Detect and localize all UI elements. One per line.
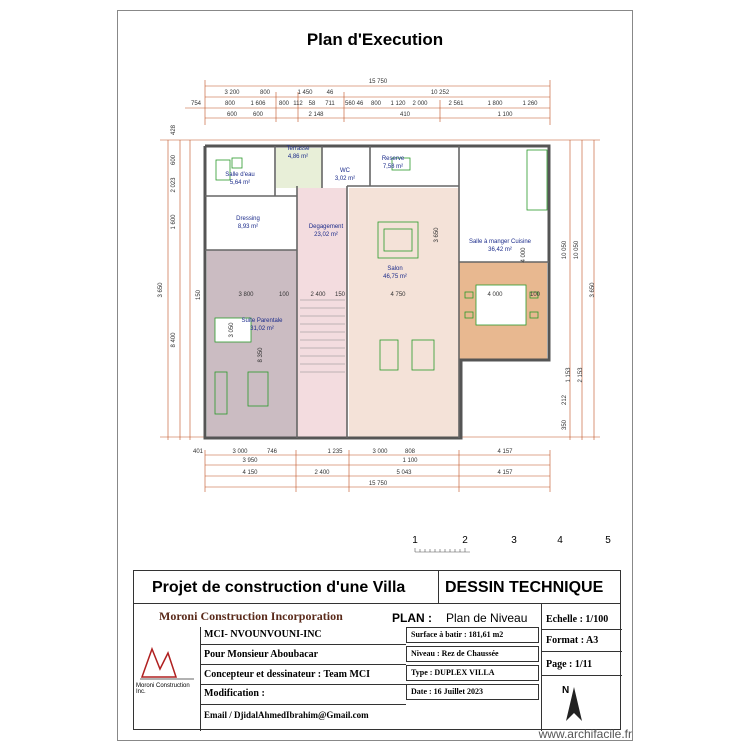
- room-area-dressing: 8,93 m²: [237, 224, 259, 230]
- scale-label-4: 4: [557, 535, 563, 546]
- dim-top-row3: 1 606: [250, 101, 266, 107]
- dim-top-row2: 10 252: [430, 90, 450, 96]
- page-title: Plan d'Execution: [306, 30, 444, 49]
- watermark: www.archifacile.fr: [538, 727, 632, 741]
- dim-bottom-row3: 5 043: [396, 470, 412, 476]
- dim-top-row3: 1 120: [390, 101, 406, 107]
- dim-left: 150: [196, 289, 202, 301]
- room-area-salle-deau: 5,64 m²: [229, 180, 251, 186]
- dim-right: 10 050: [562, 240, 568, 260]
- dim-bottom-row3: 4 150: [242, 470, 258, 476]
- dim-right: 10 050: [574, 240, 580, 260]
- dim-left: 1 600: [171, 214, 177, 230]
- dim-bottom-row3: 2 400: [314, 470, 330, 476]
- format: Format : A3: [546, 635, 599, 646]
- title-block-header: [134, 571, 620, 604]
- dim-bottom-total: 15 750: [368, 481, 388, 487]
- dim-inner: 3 800: [238, 292, 254, 298]
- dim-top-row4: 600: [226, 112, 238, 118]
- page-number: Page : 1/11: [546, 659, 593, 670]
- dim-top-row2: 46: [326, 90, 334, 96]
- room-label-wc: WC: [340, 168, 350, 174]
- dim-left: 3 650: [158, 282, 164, 298]
- drawing-type: DESSIN TECHNIQUE: [445, 579, 604, 596]
- logo-text: Moroni Construction Inc.: [136, 683, 190, 695]
- dim-left: 600: [171, 154, 177, 166]
- dim-inner: 4 000: [521, 247, 527, 263]
- room-area-degagement: 23,02 m²: [314, 232, 338, 238]
- scale-label-5: 5: [605, 535, 611, 546]
- room-suite-parentale: [207, 250, 297, 438]
- dim-right: 2 153: [578, 367, 584, 383]
- company-id: MCI- NVOUNVOUNI-INC: [204, 629, 322, 640]
- scale-label-2: 2: [462, 535, 468, 546]
- dim-top-row3: 754: [190, 101, 202, 107]
- room-area-reserve: 7,58 m²: [382, 164, 404, 170]
- dim-top-row3: 2 561: [448, 101, 464, 107]
- room-label-salon: Salon: [387, 266, 403, 272]
- title-block: [133, 570, 621, 730]
- north-arrow-icon: [554, 681, 594, 725]
- dim-left: 428: [171, 124, 177, 136]
- dim-top-row3: 46: [356, 101, 364, 107]
- dim-top-row4: 1 100: [497, 112, 513, 118]
- room-salon: [349, 188, 459, 438]
- designer: Concepteur et dessinateur : Team MCI: [204, 669, 371, 680]
- dim-top-row4: 410: [399, 112, 411, 118]
- room-area-terrasse: 4,86 m²: [287, 154, 309, 160]
- dim-inner: 3 050: [229, 322, 235, 338]
- dim-top-row2: 3 200: [224, 90, 240, 96]
- dim-bottom-row1: 1 235: [327, 449, 343, 455]
- surface: Surface à batir : 181,61 m2: [406, 627, 539, 643]
- dim-right: 1 153: [566, 367, 572, 383]
- dim-top-row3: 560: [344, 101, 356, 107]
- dim-bottom-row2: 3 950: [242, 458, 258, 464]
- company-logo: [134, 627, 201, 731]
- scale-label-1: 1: [412, 535, 418, 546]
- dim-top-row3: 800: [224, 101, 236, 107]
- date: Date : 16 Juillet 2023: [406, 684, 539, 700]
- room-area-salon: 46,75 m²: [383, 274, 407, 280]
- dim-top-row3: 1 800: [487, 101, 503, 107]
- dim-bottom-row2: 1 100: [402, 458, 418, 464]
- company-name: Moroni Construction Incorporation: [159, 609, 343, 623]
- dim-bottom-row1: 401: [192, 449, 204, 455]
- dim-bottom-row1: 808: [404, 449, 416, 455]
- plan-value: Plan de Niveau: [446, 611, 528, 625]
- plan-label: PLAN :: [392, 611, 432, 625]
- room-label-salle-deau: Salle d'eau: [225, 172, 255, 178]
- dim-bottom-row1: 746: [266, 449, 278, 455]
- dim-bottom-row1: 3 000: [232, 449, 248, 455]
- dim-bottom-row1: 3 000: [372, 449, 388, 455]
- scale-bar: [415, 548, 470, 552]
- email: Email / DjidalAhmedIbrahim@Gmail.com: [204, 710, 369, 720]
- project-title: Projet de construction d'une Villa: [134, 571, 439, 604]
- room-label-reserve: Reserve: [381, 156, 405, 162]
- dim-top-row4: 2 148: [308, 112, 324, 118]
- dim-right: 212: [562, 394, 568, 406]
- dim-top-row4: 600: [252, 112, 264, 118]
- dim-bottom-row1: 4 157: [497, 449, 513, 455]
- room-label-degagement: Degagement: [308, 224, 344, 230]
- dining-table: [476, 285, 526, 325]
- dim-inner: 4 750: [390, 292, 406, 298]
- dim-top-row2: 1 450: [297, 90, 313, 96]
- dim-inner: 150: [334, 292, 346, 298]
- client-name: Pour Monsieur Aboubacar: [204, 649, 319, 660]
- room-dressing: [207, 196, 297, 250]
- compass-label: N: [562, 685, 570, 696]
- room-label-cuisine: Salle à manger Cuisine: [468, 239, 532, 245]
- dim-top-row3: 800: [370, 101, 382, 107]
- room-area-wc: 3,02 m²: [334, 176, 356, 182]
- dim-left: 8 400: [171, 332, 177, 348]
- dim-top-row3: 112: [293, 101, 303, 107]
- echelle: Echelle : 1/100: [546, 614, 609, 625]
- dim-inner: 4 000: [487, 292, 503, 298]
- dim-top-row3: 2 000: [412, 101, 428, 107]
- dim-top-row3: 1 260: [522, 101, 538, 107]
- room-label-dressing: Dressing: [236, 216, 260, 222]
- room-area-suite-parentale: 31,02 m²: [250, 326, 274, 332]
- dim-right: 350: [562, 419, 568, 431]
- room-area-cuisine: 36,42 m²: [488, 247, 512, 253]
- dim-left: 2 023: [171, 177, 177, 193]
- room-label-terrasse: Terrasse: [286, 146, 310, 152]
- dim-bottom-row3: 4 157: [497, 470, 513, 476]
- dim-top-row3: 58: [308, 101, 316, 107]
- modification: Modification :: [204, 688, 265, 699]
- room-label-suite-parentale: Suite Parentale: [241, 318, 283, 324]
- dim-top-row2: 800: [259, 90, 271, 96]
- dim-top-row3: 800: [278, 101, 290, 107]
- villa-type: Type : DUPLEX VILLA: [406, 665, 539, 681]
- dim-inner: 100: [278, 292, 290, 298]
- dim-inner: 8 350: [258, 347, 264, 363]
- dim-inner: 100: [529, 292, 541, 298]
- dim-inner: 2 400: [310, 292, 326, 298]
- dim-right: 3 650: [590, 282, 596, 298]
- scale-label-3: 3: [511, 535, 517, 546]
- niveau: Niveau : Rez de Chaussée: [406, 646, 539, 662]
- dim-top-total: 15 750: [368, 79, 388, 85]
- dim-inner: 3 650: [434, 227, 440, 243]
- dim-top-row3: 711: [325, 101, 335, 107]
